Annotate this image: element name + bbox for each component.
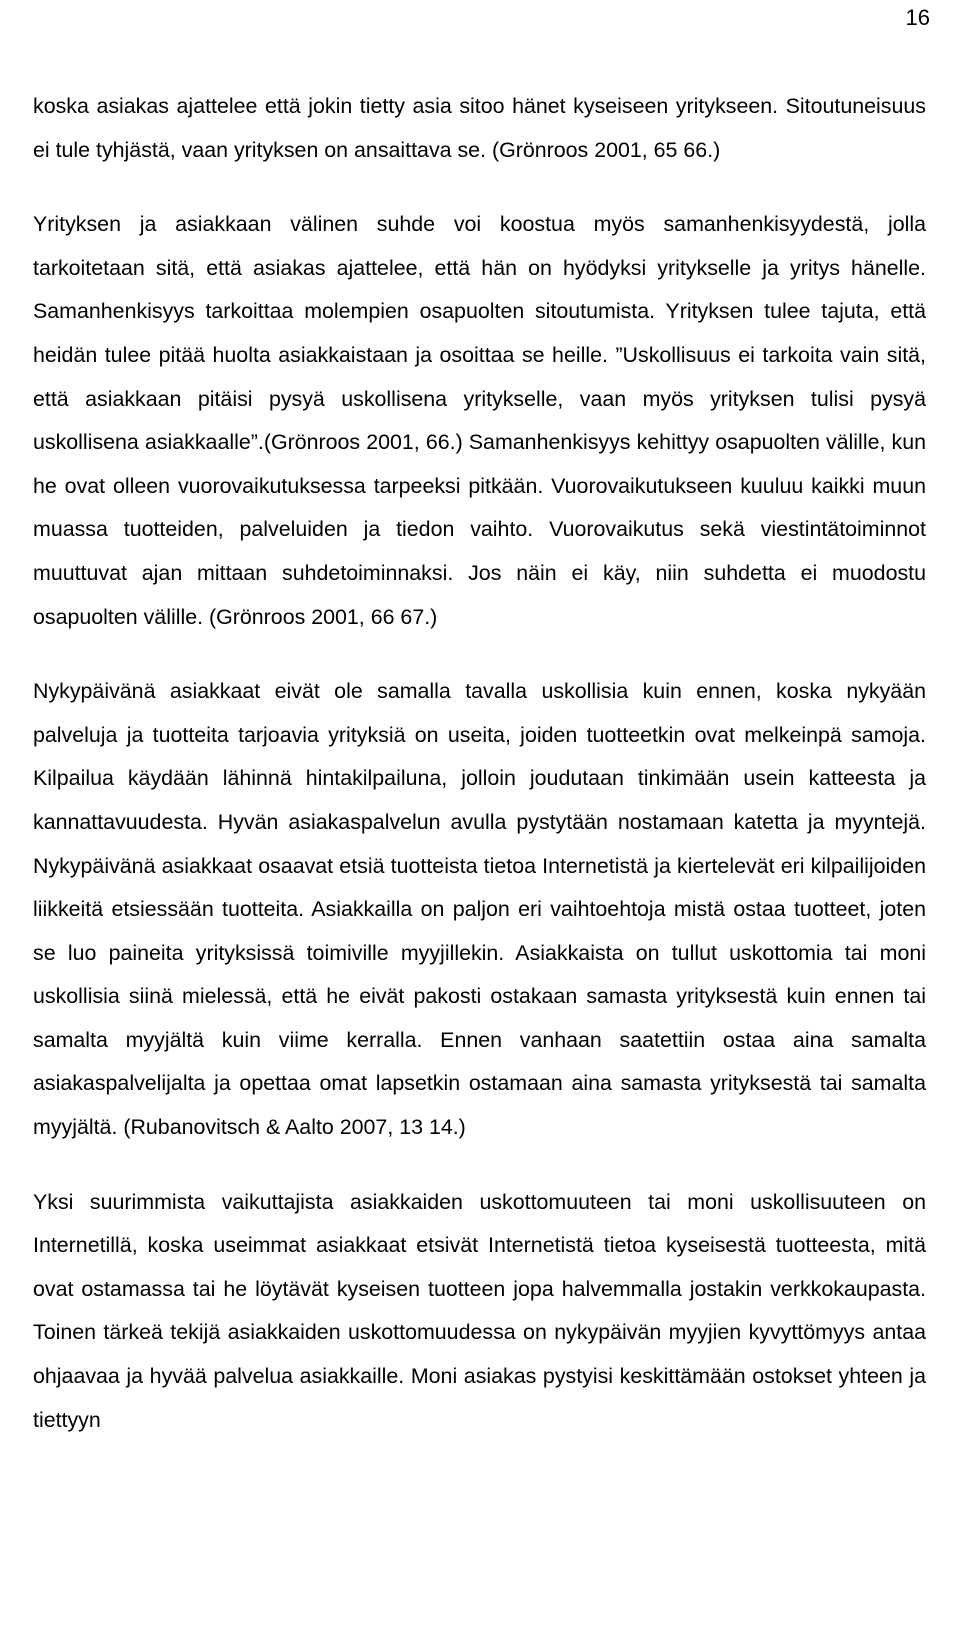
body-text: [33, 85, 926, 1442]
paragraph: Nykypäivänä asiakkaat eivät ole samalla tavalla uskollisia kuin ennen, koska nykyään palveluja ja tuotteita tarjoavia yrityksiä on useita, joiden tuotteetkin ovat melkeinpä samoja. Kilpailua käydään lähinnä hintakilpailuna, jolloin joudutaan tinkimään usein katteesta ja kannattavuudesta. Hyvän asiakaspalvelun avulla pystytään nostamaan katetta ja myyntejä. Nykypäivänä asiakkaat osaavat etsiä tuotteista tietoa Internetistä ja kiertelevät eri kilpailijoiden liikkeitä etsiessään tuotteita. Asiakkailla on paljon eri vaihtoehtoja mistä ostaa tuotteet, joten se luo paineita yrityksissä toimiville myyjillekin. Asiakkaista on tullut uskottomia tai moni uskollisia siinä mielessä, että he eivät pakosti ostakaan samasta yrityksestä kuin ennen tai samalta myyjältä kuin viime kerralla. Ennen vanhaan saatettiin ostaa aina samalta asiakaspalvelijalta ja opettaa omat lapsetkin ostamaan aina samasta yrityksestä tai samalta myyjältä. (Rubanovitsch & Aalto 2007, 13 14.): [33, 679, 926, 1140]
paragraph: Yrityksen ja asiakkaan välinen suhde voi koostua myös samanhenkisyydestä, jolla tarkoitetaan sitä, että asiakas ajattelee, että hän on hyödyksi yritykselle ja yritys hänelle. Samanhenkisyys tarkoittaa molempien osapuolten sitoutumista. Yrityksen tulee tajuta, että heidän tulee pitää huolta asiakkaistaan ja osoittaa se heille. ”Uskollisuus ei tarkoita vain sitä, että asiakkaan pitäisi pysyä uskollisena yritykselle, vaan myös yrityksen tulisi pysyä uskollisena asiakkaalle”.(Grönroos 2001, 66.) Samanhenkisyys kehittyy osapuolten välille, kun he ovat olleen vuorovaikutuksessa tarpeeksi pitkään. Vuorovaikutukseen kuuluu kaikki muun muassa tuotteiden, palveluiden ja tiedon vaihto. Vuorovaikutus sekä viestintätoiminnot muuttuvat ajan mittaan suhdetoiminnaksi. Jos näin ei käy, niin suhdetta ei muodostu osapuolten välille. (Grönroos 2001, 66 67.): [33, 212, 926, 629]
page-number: 16: [905, 5, 930, 30]
paragraph: Yksi suurimmista vaikuttajista asiakkaiden uskottomuuteen tai moni uskollisuuteen on Internetillä, koska useimmat asiakkaat etsivät Internetistä tietoa kyseisestä tuotteesta, mitä ovat ostamassa tai he löytävät kyseisen tuotteen jopa halvemmalla jostakin verkkokaupasta. Toinen tärkeä tekijä asiakkaiden uskottomuudessa on nykypäivän myyjien kyvyttömyys antaa ohjaavaa ja hyvää palvelua asiakkaille. Moni asiakas pystyisi keskittämään ostokset yhteen ja tiettyyn: [33, 1189, 926, 1432]
paragraph: koska asiakas ajattelee että jokin tietty asia sitoo hänet kyseiseen yritykseen. Sitoutuneisuus ei tule tyhjästä, vaan yrityksen on ansaittava se. (Grönroos 2001, 65 66.): [33, 94, 926, 162]
